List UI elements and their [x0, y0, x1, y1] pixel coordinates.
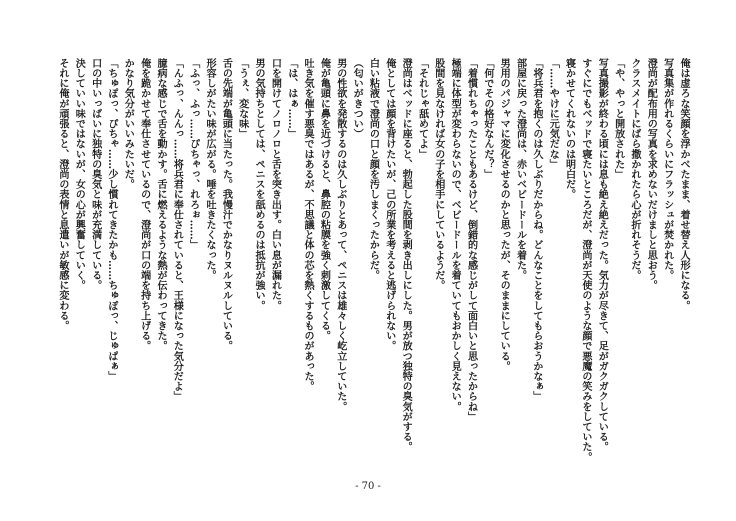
text-line: 臆病な感じで舌を動かす。舌に燃えるような熱が伝わってきた。 [155, 58, 166, 351]
text-line: 俺が亀頭に鼻を近づけると、鼻腔の粘膜を強く刺激してくる。 [318, 58, 330, 341]
text-line: かなり気分がいいみたいだ。 [122, 58, 134, 190]
text-line: それに俺が頑張ると、澄尚の表情と息遣いが敏感に変わる。 [56, 58, 68, 331]
text-line: 決していい味ではないが、女の心が興奮していく。 [73, 58, 85, 291]
text-line: 「着慣れちゃったこともあるけど、倒錯的な感じがして面白いと思ったからね」 [465, 58, 477, 422]
text-line: 「……やけに元気だな」 [547, 58, 559, 170]
text-line: 「うぇ、変な味」 [236, 58, 248, 139]
text-line: 「や、やっと開放された」 [612, 58, 624, 180]
text-line: 極端に体型が変わらないので、ベビードールを着ていてもおかしく見えない。 [449, 58, 461, 412]
text-line: すぐにでもベッドで寝たいところだが、澄尚が天使のような顔で悪魔の笑みをしていた。 [579, 58, 591, 462]
text-line: 男の性欲を発散するのは久しぶりとあって、ペニスは雄々しく屹立していた。 [334, 58, 346, 412]
text-line: 「ちゅぽっ、ぴちゃ……少し慣れてきたかも……ちゅぽっ、じゅぱぁ」 [105, 58, 117, 382]
text-line: 「何でその格好なんだ？」 [481, 58, 493, 180]
text-line: 「それじゃ舐めてよ」 [416, 58, 428, 159]
text-line: 澄尚はベッドに座ると、勃起した股間を剥き出しにした。男が放つ独特の臭気がする。 [400, 58, 412, 452]
text-line: 「将兵君を抱くのは久しぶりだからね。どんなことをしてもらおうかなぁ」 [530, 58, 542, 402]
text-line: 吐き気を催す悪臭ではあるが、不思議と体の芯を熱くするものがあった。 [302, 58, 314, 392]
text-line: 俺としては顔を背けたいが、己の所業を考えると逃げられない。 [383, 58, 395, 351]
text-line: 部屋に戻った澄尚は、赤いベビードールを着た。 [514, 58, 526, 281]
text-line: 写真集が作れるくらいにフラッシュが焚かれた。 [661, 58, 673, 281]
text-line: 写真撮影が終わる頃には息も絶え絶えだった。気力が尽きて、足がガクガクしている。 [596, 58, 608, 452]
text-line: 口を開けてノロノロと舌を突き出す。白い息が漏れた。 [269, 58, 281, 311]
text-line: 「は、はぁ……」 [285, 58, 297, 139]
text-line: （匂いがきつい） [351, 58, 363, 139]
text-line: クラスメイトにばら撒かれたら心が折れそうだ。 [628, 58, 640, 281]
vertical-text-body [54, 58, 691, 473]
text-line: 「んふっ、んんっ……将兵君に奉仕されていると、王様になった気分だよ」 [171, 58, 183, 402]
text-line: 澄尚が配布用の写真を求めないだけましと思おう。 [645, 58, 657, 291]
text-line: 俺は虚ろな笑顔を浮かべたまま、着せ替え人形になる。 [678, 58, 689, 311]
text-line: 舌の先端が亀頭に当たった。我慢汁でかなりヌルヌルしている。 [220, 58, 232, 351]
text-line: 男用のパジャマに変化させるのかと思ったが、そのままにしている。 [498, 58, 510, 372]
text-line: 形容しがたい味が広がる。唾を吐きたくなった。 [204, 58, 216, 281]
text-line: 俺を跪かせて奉仕させているので、澄尚が口の端を持ち上げる。 [138, 58, 150, 351]
page-number: - 70 - [355, 481, 381, 492]
text-line: 寝かせてくれないのは明白だ。 [563, 58, 575, 200]
text-line: 口の中いっぱいに独特の臭気と味が充満している。 [89, 58, 101, 291]
text-line: 白い粘液で澄尚の口と顔を汚しまくったからだ。 [367, 58, 379, 281]
text-line: 股間を見なければ女の子を相手にしているようだ。 [432, 58, 444, 291]
text-line: 男の気持ちとしては、ペニスを舐めるのは抵抗が強い。 [253, 58, 265, 311]
text-line: 「ふっ、ふっ……ぴちゃっ、れろぉ……」 [187, 58, 199, 250]
